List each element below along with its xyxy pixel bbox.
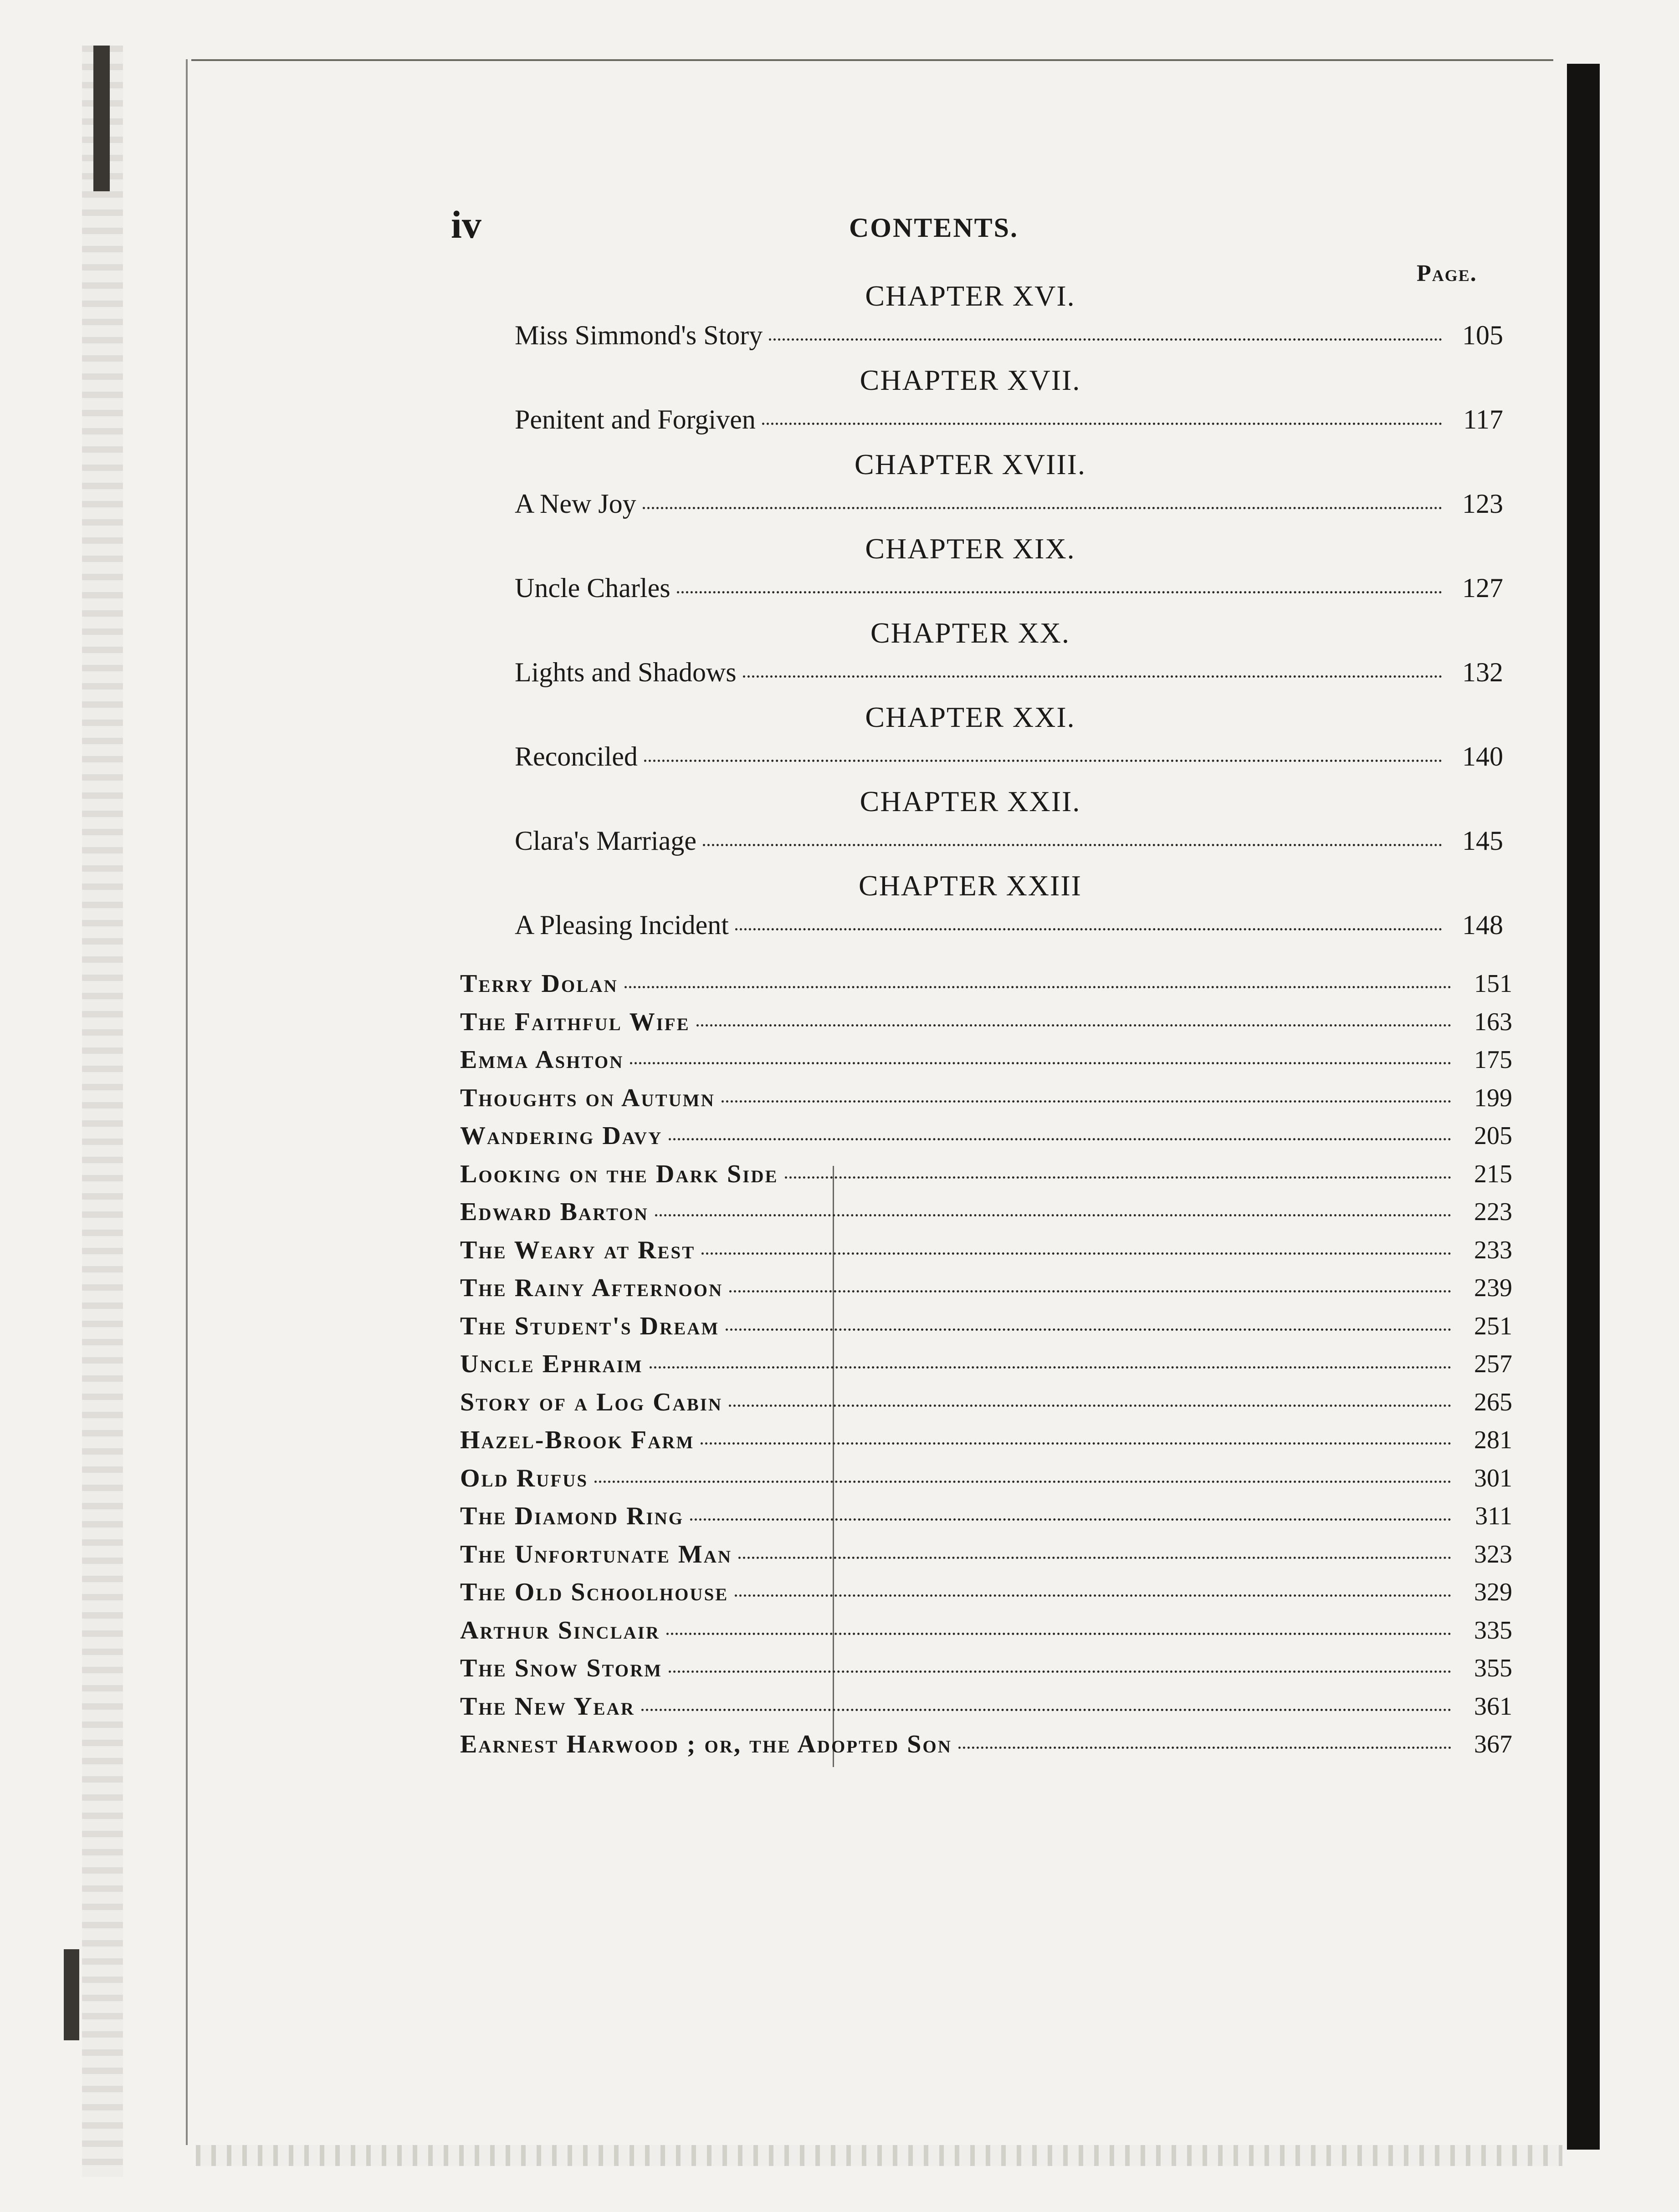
story-entry bbox=[460, 1199, 1512, 1225]
entry-page-number: 163 bbox=[1474, 1007, 1512, 1036]
entry-page-number: 223 bbox=[1474, 1198, 1512, 1226]
chapter-entry bbox=[515, 490, 1503, 517]
entry-title: Miss Simmond's Story bbox=[515, 320, 763, 350]
chapter-heading: CHAPTER XVI. bbox=[865, 280, 1075, 312]
chapter-entry bbox=[515, 743, 1503, 770]
chapter-entry bbox=[515, 574, 1503, 602]
dot-leader bbox=[669, 1138, 1451, 1140]
story-entry bbox=[460, 1237, 1512, 1263]
dot-leader bbox=[650, 1366, 1451, 1369]
entry-page-number: 148 bbox=[1462, 910, 1503, 940]
entry-title: A New Joy bbox=[515, 489, 636, 519]
dot-leader bbox=[785, 1176, 1451, 1179]
scan-frame-top-line bbox=[191, 59, 1553, 61]
page-title: CONTENTS. bbox=[849, 213, 1019, 243]
entry-title: The Student's Dream bbox=[460, 1312, 720, 1340]
entry-page-number: 257 bbox=[1474, 1350, 1512, 1378]
story-entry bbox=[460, 1161, 1512, 1187]
dot-leader bbox=[722, 1100, 1451, 1103]
scan-binding-mark bbox=[93, 46, 110, 191]
entry-page-number: 132 bbox=[1462, 657, 1503, 687]
entry-title: Penitent and Forgiven bbox=[515, 404, 756, 434]
chapter-heading: CHAPTER XXIII bbox=[859, 869, 1082, 902]
chapter-entry bbox=[515, 406, 1503, 433]
dot-leader bbox=[625, 986, 1451, 988]
entry-page-number: 127 bbox=[1462, 573, 1503, 603]
entry-title: The Diamond Ring bbox=[460, 1502, 684, 1530]
entry-page-number: 335 bbox=[1474, 1616, 1512, 1645]
entry-title: Reconciled bbox=[515, 741, 638, 771]
dot-leader bbox=[644, 760, 1442, 762]
chapter-heading: CHAPTER XX. bbox=[870, 617, 1070, 649]
entry-page-number: 361 bbox=[1474, 1692, 1512, 1721]
dot-leader bbox=[690, 1518, 1451, 1521]
story-entry bbox=[460, 1427, 1512, 1453]
entry-page-number: 123 bbox=[1462, 489, 1503, 519]
entry-title: The Snow Storm bbox=[460, 1654, 663, 1682]
story-entry bbox=[460, 1123, 1512, 1149]
dot-leader bbox=[735, 1594, 1451, 1597]
entry-page-number: 117 bbox=[1463, 404, 1503, 434]
entry-page-number: 323 bbox=[1474, 1540, 1512, 1568]
dot-leader bbox=[696, 1024, 1451, 1027]
entry-page-number: 215 bbox=[1474, 1160, 1512, 1188]
story-entry bbox=[460, 1655, 1512, 1681]
entry-title: Uncle Ephraim bbox=[460, 1350, 643, 1378]
entry-page-number: 355 bbox=[1474, 1654, 1512, 1682]
entry-page-number: 329 bbox=[1474, 1578, 1512, 1606]
dot-leader bbox=[655, 1214, 1451, 1216]
entry-title: The Faithful Wife bbox=[460, 1007, 690, 1036]
chapter-entry bbox=[515, 911, 1503, 939]
dot-leader bbox=[630, 1062, 1451, 1064]
entry-title: The New Year bbox=[460, 1692, 635, 1721]
entry-title: The Old Schoolhouse bbox=[460, 1578, 729, 1606]
dot-leader bbox=[666, 1633, 1451, 1635]
chapter-entry bbox=[515, 322, 1503, 349]
entry-title: Old Rufus bbox=[460, 1464, 589, 1492]
chapter-entry bbox=[515, 659, 1503, 686]
story-entry bbox=[460, 1732, 1512, 1757]
story-entry bbox=[460, 1503, 1512, 1529]
story-entry bbox=[460, 1579, 1512, 1605]
entry-page-number: 175 bbox=[1474, 1046, 1512, 1074]
story-entry bbox=[460, 1313, 1512, 1339]
dot-leader bbox=[743, 675, 1442, 678]
entry-page-number: 265 bbox=[1474, 1388, 1512, 1416]
story-entry bbox=[460, 1694, 1512, 1719]
scan-right-shadow-bar bbox=[1567, 64, 1600, 2150]
entry-page-number: 281 bbox=[1474, 1426, 1512, 1454]
chapter-heading: CHAPTER XVII. bbox=[860, 364, 1081, 396]
entry-title: The Rainy Afternoon bbox=[460, 1274, 723, 1302]
entry-title: Earnest Harwood ; or, the Adopted Son bbox=[460, 1730, 952, 1758]
entry-title: Uncle Charles bbox=[515, 573, 671, 603]
story-entry bbox=[460, 1009, 1512, 1035]
scan-binding-mark-lower bbox=[64, 1949, 79, 2040]
story-entry bbox=[460, 1542, 1512, 1567]
dot-leader bbox=[726, 1328, 1451, 1331]
dot-leader bbox=[677, 591, 1442, 593]
story-entry bbox=[460, 1351, 1512, 1377]
chapter-heading: CHAPTER XXI. bbox=[865, 701, 1075, 733]
chapter-heading: CHAPTER XIX. bbox=[865, 532, 1075, 565]
dot-leader bbox=[735, 928, 1442, 930]
entry-title: Emma Ashton bbox=[460, 1046, 624, 1074]
chapter-heading: CHAPTER XVIII. bbox=[855, 448, 1086, 480]
dot-leader bbox=[643, 507, 1442, 509]
story-entry bbox=[460, 1275, 1512, 1301]
story-entry bbox=[460, 1618, 1512, 1643]
dot-leader bbox=[701, 1252, 1451, 1255]
dot-leader bbox=[769, 338, 1442, 341]
story-entry bbox=[460, 1085, 1512, 1111]
entry-page-number: 199 bbox=[1474, 1083, 1512, 1112]
entry-title: Story of a Log Cabin bbox=[460, 1388, 723, 1416]
entry-page-number: 301 bbox=[1474, 1464, 1512, 1492]
dot-leader bbox=[703, 844, 1442, 846]
page-number: iv bbox=[451, 203, 481, 246]
story-entry bbox=[460, 1466, 1512, 1491]
entry-title: Looking on the Dark Side bbox=[460, 1160, 778, 1188]
entry-title: Edward Barton bbox=[460, 1198, 649, 1226]
entry-title: Clara's Marriage bbox=[515, 826, 696, 856]
entry-title: Thoughts on Autumn bbox=[460, 1083, 715, 1112]
story-entry bbox=[460, 1390, 1512, 1415]
dot-leader bbox=[958, 1747, 1451, 1749]
entry-title: Wandering Davy bbox=[460, 1122, 663, 1150]
scan-bottom-edge bbox=[196, 2145, 1562, 2166]
entry-page-number: 105 bbox=[1462, 320, 1503, 350]
entry-page-number: 367 bbox=[1474, 1730, 1512, 1758]
dot-leader bbox=[738, 1557, 1451, 1559]
entry-title: The Unfortunate Man bbox=[460, 1540, 732, 1568]
dot-leader bbox=[641, 1709, 1451, 1711]
entry-page-number: 311 bbox=[1475, 1502, 1512, 1530]
entry-page-number: 251 bbox=[1474, 1312, 1512, 1340]
dot-leader bbox=[669, 1670, 1451, 1673]
chapter-heading: CHAPTER XXII. bbox=[860, 785, 1081, 817]
entry-title: The Weary at Rest bbox=[460, 1236, 696, 1264]
entry-title: A Pleasing Incident bbox=[515, 910, 729, 940]
entry-page-number: 233 bbox=[1474, 1236, 1512, 1264]
entry-title: Lights and Shadows bbox=[515, 657, 737, 687]
dot-leader bbox=[729, 1290, 1451, 1292]
entry-page-number: 145 bbox=[1462, 826, 1503, 856]
entry-page-number: 151 bbox=[1474, 970, 1512, 998]
entry-title: Terry Dolan bbox=[460, 970, 618, 998]
dot-leader bbox=[701, 1442, 1451, 1445]
scan-binding-edge bbox=[82, 46, 123, 2177]
story-entry bbox=[460, 1047, 1512, 1073]
entry-title: Hazel-Brook Farm bbox=[460, 1426, 695, 1454]
entry-title: Arthur Sinclair bbox=[460, 1616, 660, 1645]
story-entry bbox=[460, 971, 1512, 996]
entry-page-number: 140 bbox=[1462, 741, 1503, 771]
chapter-entry bbox=[515, 827, 1503, 854]
entry-page-number: 205 bbox=[1474, 1122, 1512, 1150]
dot-leader bbox=[729, 1405, 1451, 1407]
scan-frame-left-line bbox=[186, 59, 188, 2145]
entry-page-number: 239 bbox=[1474, 1274, 1512, 1302]
dot-leader bbox=[594, 1481, 1451, 1483]
page-column-label: Page. bbox=[1417, 261, 1477, 286]
dot-leader bbox=[762, 423, 1442, 425]
